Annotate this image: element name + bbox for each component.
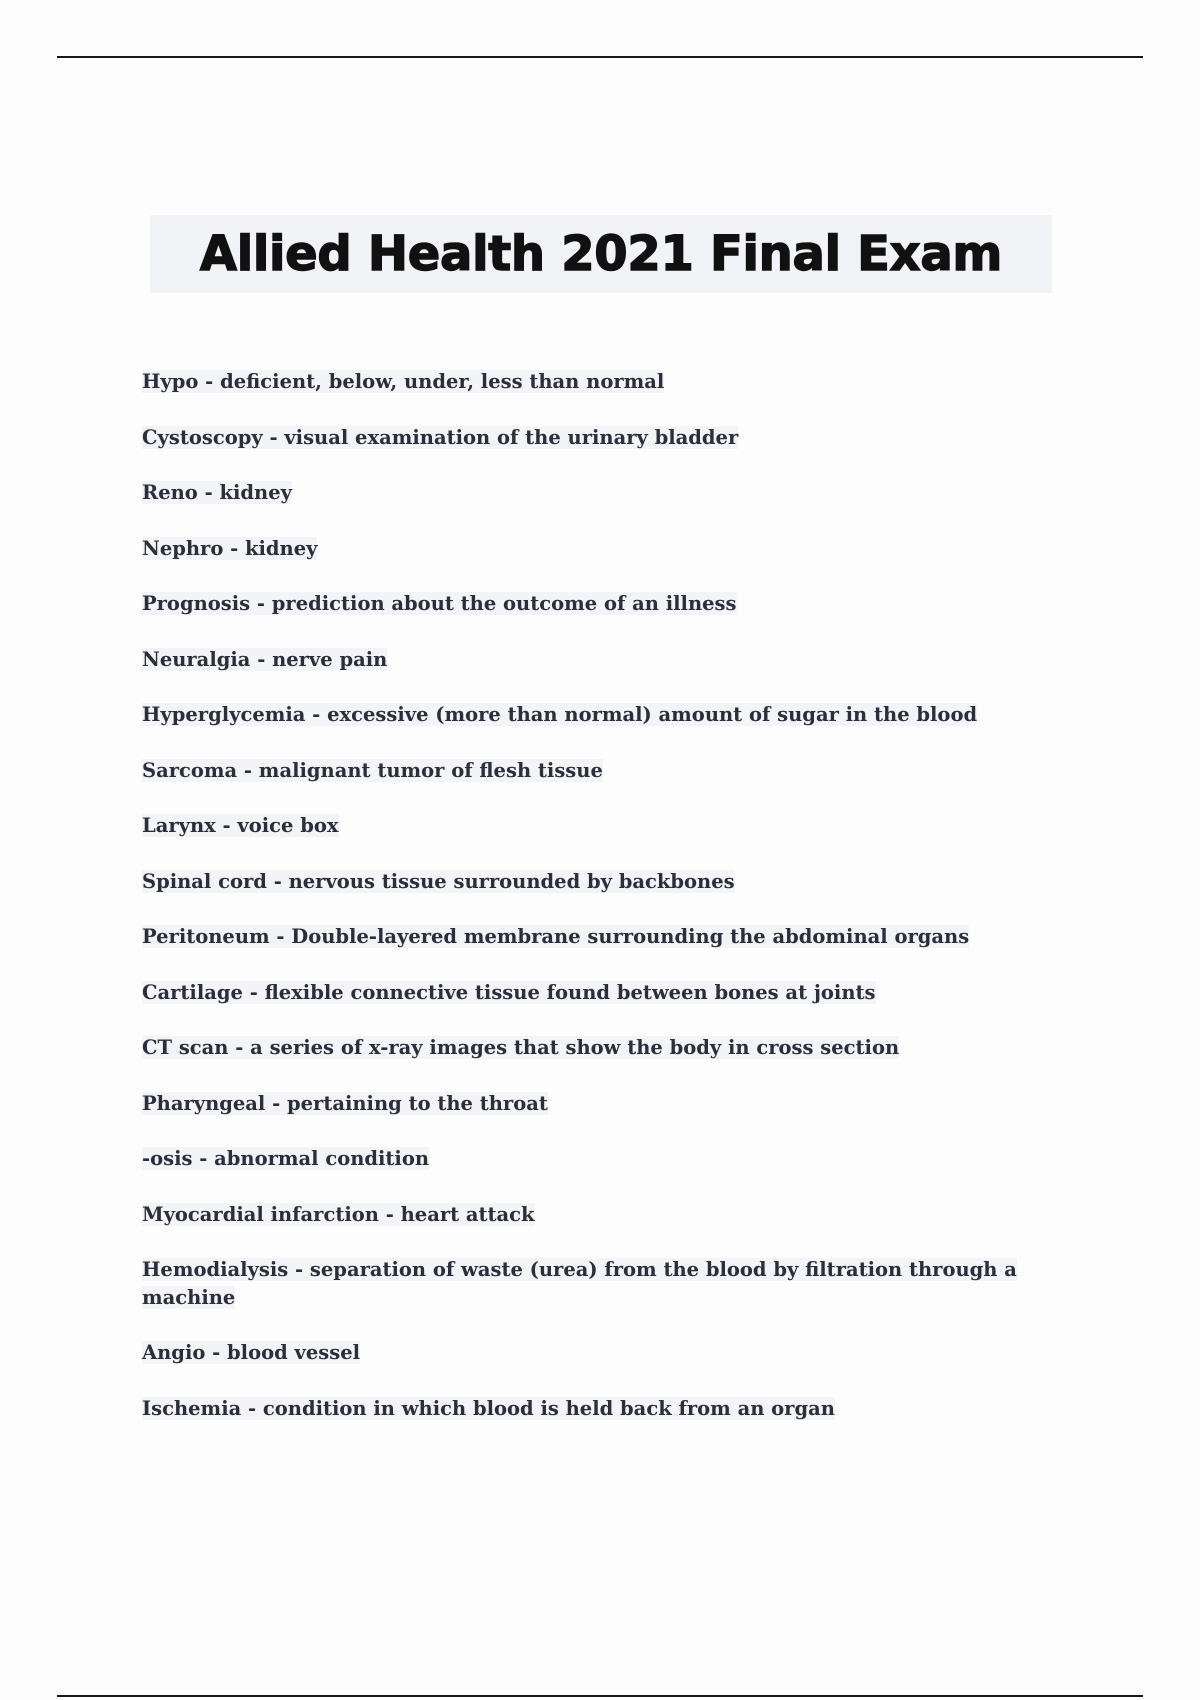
term-item [142, 535, 1042, 563]
term-text: Spinal cord - nervous tissue surrounded by backbones [142, 869, 735, 893]
term-text: CT scan - a series of x-ray images that show the body in cross section [142, 1036, 900, 1059]
term-item [142, 479, 1042, 507]
header-rule [57, 56, 1143, 58]
term-item [142, 757, 1042, 785]
term-text: Peritoneum - Double-layered membrane surrounding the abdominal organs [142, 925, 970, 948]
term-text: Ischemia - condition in which blood is held back from an organ [142, 1396, 835, 1420]
term-text: Neuralgia - nerve pain [142, 647, 388, 671]
term-text: -osis - abnormal condition [142, 1147, 430, 1170]
term-text: Sarcoma - malignant tumor of flesh tissue [142, 758, 603, 782]
footer-rule [57, 1695, 1143, 1697]
term-item [142, 1339, 1042, 1367]
term-item [142, 979, 1042, 1007]
term-item [142, 1034, 1042, 1062]
term-item [142, 424, 1042, 452]
term-item [142, 646, 1042, 674]
term-text: Hypo - deficient, below, under, less than normal [142, 370, 665, 393]
term-text: Angio - blood vessel [142, 1341, 361, 1364]
term-text: Hyperglycemia - excessive (more than normal) amount of sugar in the blood [142, 703, 978, 726]
term-text: Pharyngeal - pertaining to the throat [142, 1091, 548, 1115]
term-item [142, 868, 1042, 896]
term-item [142, 590, 1042, 618]
term-item [142, 701, 1042, 729]
term-list [142, 368, 1042, 1450]
term-item [142, 1090, 1042, 1118]
term-item [142, 812, 1042, 840]
term-item [142, 1145, 1042, 1173]
term-item [142, 368, 1042, 396]
term-text: Hemodialysis - separation of waste (urea) from the blood by filtration through a machine [142, 1258, 1017, 1309]
term-text: Myocardial infarction - heart attack [142, 1202, 535, 1226]
term-item [142, 1201, 1042, 1229]
document-title: Allied Health 2021 Final Exam [199, 226, 1003, 282]
term-item [142, 1395, 1042, 1423]
term-text: Cystoscopy - visual examination of the urinary bladder [142, 425, 739, 449]
term-item [142, 1256, 1042, 1311]
term-text: Reno - kidney [142, 481, 292, 504]
term-item [142, 923, 1042, 951]
term-text: Prognosis - prediction about the outcome of an illness [142, 592, 737, 615]
term-text: Nephro - kidney [142, 536, 318, 560]
term-text: Larynx - voice box [142, 814, 339, 837]
term-text: Cartilage - flexible connective tissue found between bones at joints [142, 980, 876, 1004]
